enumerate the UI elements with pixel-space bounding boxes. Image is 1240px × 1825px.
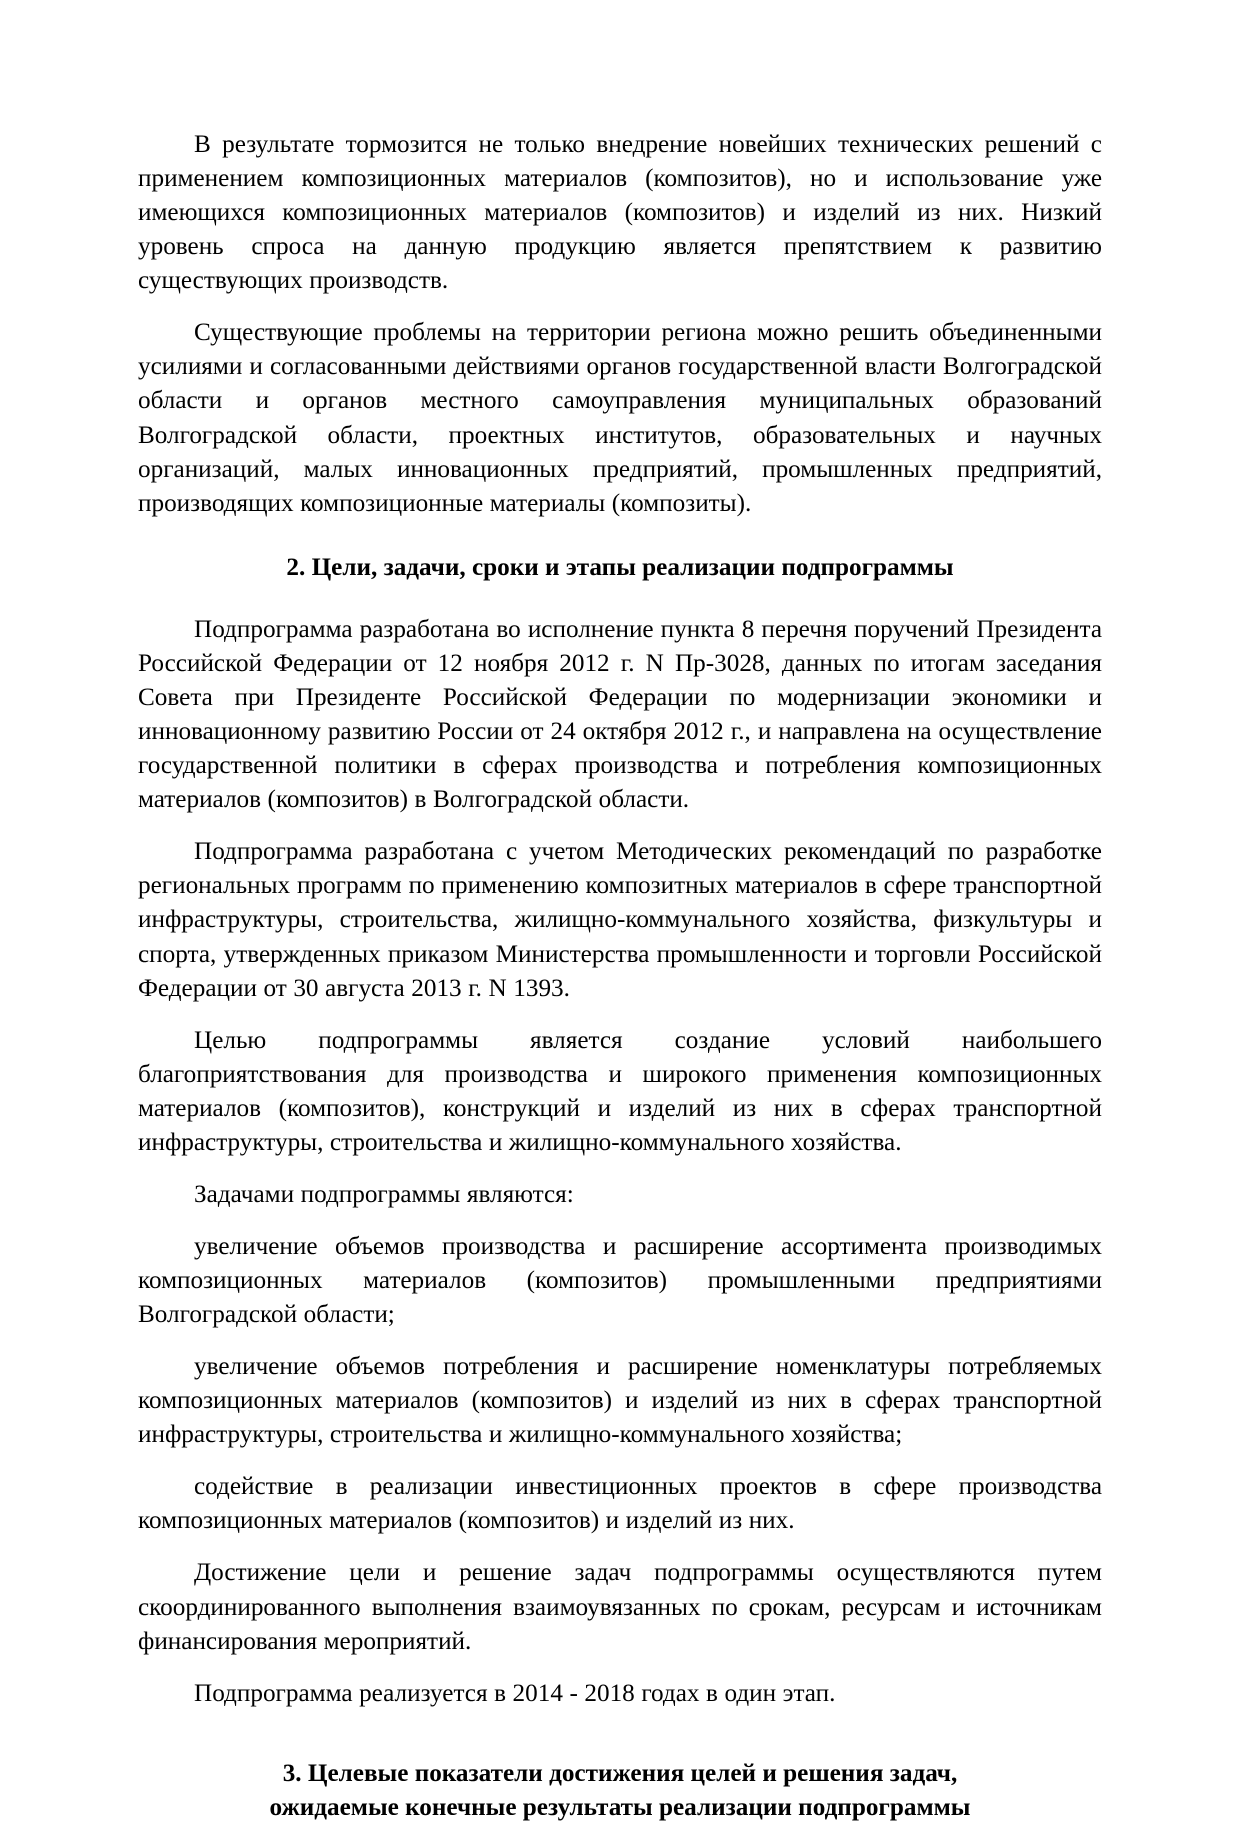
paragraph-existing-problems: Существующие проблемы на территории региона можно решить объединенными усилиями и согласованными действиями органов государственной власти Волгоградской области и органов местного самоуправления муниципальных образований Волгоградской области, проектных институтов, образовательных и научных организаций, малых инновационных предприятий, промышленных предприятий, производящих композиционные материалы (композиты). — [138, 319, 1102, 517]
paragraph-task-production-increase: увеличение объемов производства и расширение ассортимента производимых композиционных материалов (композитов) промышленными предприятиями Волгоградской области; — [138, 1232, 1102, 1329]
document-body — [138, 128, 1102, 1825]
heading-section-2: 2. Цели, задачи, сроки и этапы реализации подпрограммы — [286, 553, 954, 581]
heading-section-3-line-1: 3. Целевые показатели достижения целей и решения задач, — [282, 1759, 958, 1787]
heading-section-3 — [138, 1757, 1102, 1825]
paragraph-implementation-period: Подпрограмма реализуется в 2014 - 2018 годах в один этап. — [194, 1679, 836, 1707]
paragraph-task-consumption-increase: увеличение объемов потребления и расширение номенклатуры потребляемых композиционных материалов (композитов) и изделий из них в сферах транспортной инфраструктуры, строительства и жилищно-коммунального хозяйства; — [138, 1353, 1102, 1449]
paragraph-goal-achievement: Достижение цели и решение задач подпрограммы осуществляются путем скоординированного выполнения взаимоувязанных по срокам, ресурсам и источникам финансирования мероприятий. — [138, 1559, 1102, 1655]
paragraph-subprogram-developed-order: Подпрограмма разработана во исполнение пункта 8 перечня поручений Президента Российской Федерации от 12 ноября 2012 г. N Пр-3028, данных по итогам заседания Совета при Президенте Российской Федерации по модернизации экономики и инновационному развитию России от 24 октября 2012 г., и направлена на осуществление государственной политики в сферах производства и потребления композиционных материалов (композитов) в Волгоградской области. — [138, 615, 1102, 814]
paragraph-result-slowdown: В результате тормозится не только внедрение новейших технических решений с применением композиционных материалов (композитов), но и использование уже имеющихся композиционных материалов (композитов) и изделий из них. Низкий уровень спроса на данную продукцию является препятствием к развитию существующих производств. — [138, 131, 1102, 295]
paragraph-tasks-intro: Задачами подпрограммы являются: — [194, 1180, 574, 1208]
heading-section-3-line-2: ожидаемые конечные результаты реализации подпрограммы — [269, 1793, 971, 1821]
paragraph-methodical-recommendations: Подпрограмма разработана с учетом Методических рекомендаций по разработке региональных программ по применению композитных материалов в сфере транспортной инфраструктуры, строительства, жилищно-коммунального хозяйства, физкультуры и спорта, утвержденных приказом Министерства промышленности и торговли Российской Федерации от 30 августа 2013 г. N 1393. — [138, 838, 1102, 1002]
paragraph-subprogram-goal: Целью подпрограммы является создание условий наибольшего благоприятствования для производства и широкого применения композиционных материалов (композитов), конструкций и изделий из них в сферах транспортной инфраструктуры, строительства и жилищно-коммунального хозяйства. — [138, 1026, 1102, 1156]
paragraph-task-investment-projects: содействие в реализации инвестиционных проектов в сфере производства композиционных материалов (композитов) и изделий из них. — [138, 1473, 1102, 1535]
